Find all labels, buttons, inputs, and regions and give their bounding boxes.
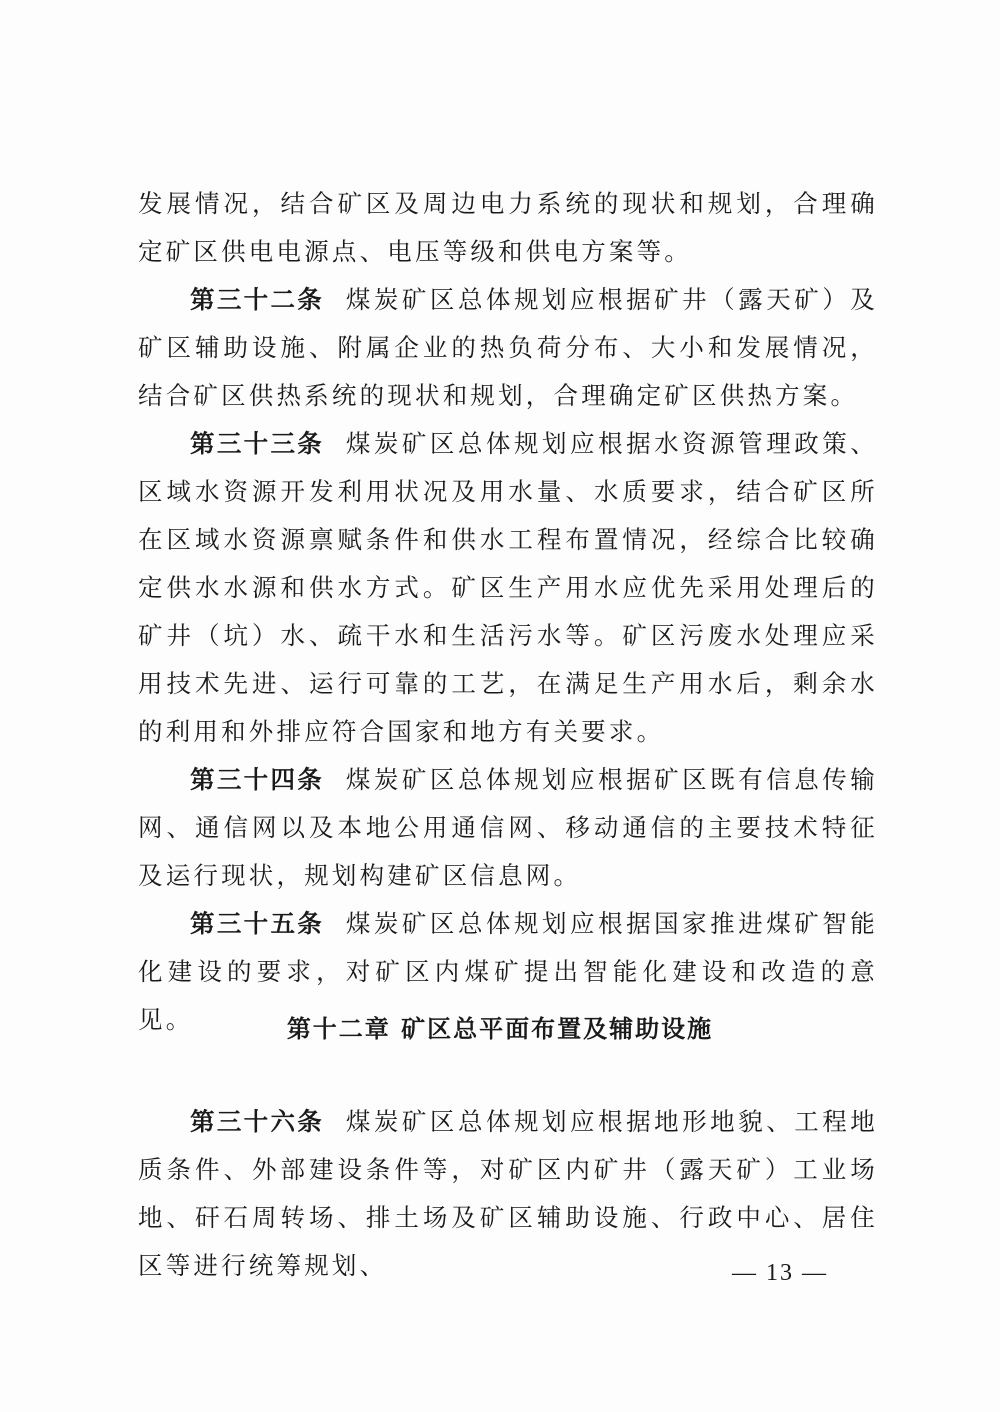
paragraph-text: 发展情况，结合矿区及周边电力系统的现状和规划，合理确定矿区供电电源点、电压等级和供电方案等。 (138, 189, 878, 266)
paragraph-text: 煤炭矿区总体规划应根据矿井（露天矿）及矿区辅助设施、附属企业的热负荷分布、大小和发展情况，结合矿区供热系统的现状和规划，合理确定矿区供热方案。 (138, 285, 878, 410)
paragraph-text: 煤炭矿区总体规划应根据地形地貌、工程地质条件、外部建设条件等，对矿区内矿井（露天矿）工业场地、矸石周转场、排土场及矿区辅助设施、行政中心、居住区等进行统筹规划、 (138, 1107, 878, 1280)
paragraph-text: 煤炭矿区总体规划应根据水资源管理政策、区域水资源开发利用状况及用水量、水质要求，结合矿区所在区域水资源禀赋条件和供水工程布置情况，经综合比较确定供水水源和供水方式。矿区生产用水应优先采用处理后的矿井（坑）水、疏干水和生活污水等。矿区污废水处理应采用技术先进、运行可靠的工艺，在满足生产用水后，剩余水的利用和外排应符合国家和地方有关要求。 (138, 429, 878, 746)
article-number: 第三十三条 (190, 429, 325, 458)
paragraph-text: 煤炭矿区总体规划应根据国家推进煤矿智能化建设的要求，对矿区内煤矿提出智能化建设和改造的意见。 (138, 909, 878, 1034)
article-number: 第三十六条 (190, 1107, 325, 1136)
body-text-upper (138, 180, 878, 1044)
article-number: 第三十五条 (190, 909, 325, 938)
page-number: — 13 — (732, 1260, 828, 1286)
article-32 (138, 276, 878, 420)
article-number: 第三十二条 (190, 285, 325, 314)
chapter-title: 第十二章 矿区总平面布置及辅助设施 (286, 1015, 714, 1043)
paragraph-continuation (138, 180, 878, 276)
article-34 (138, 756, 878, 900)
paragraph-text: 煤炭矿区总体规划应根据矿区既有信息传输网、通信网以及本地公用通信网、移动通信的主要技术特征及运行现状，规划构建矿区信息网。 (138, 765, 878, 890)
article-number: 第三十四条 (190, 765, 325, 794)
article-33 (138, 420, 878, 756)
